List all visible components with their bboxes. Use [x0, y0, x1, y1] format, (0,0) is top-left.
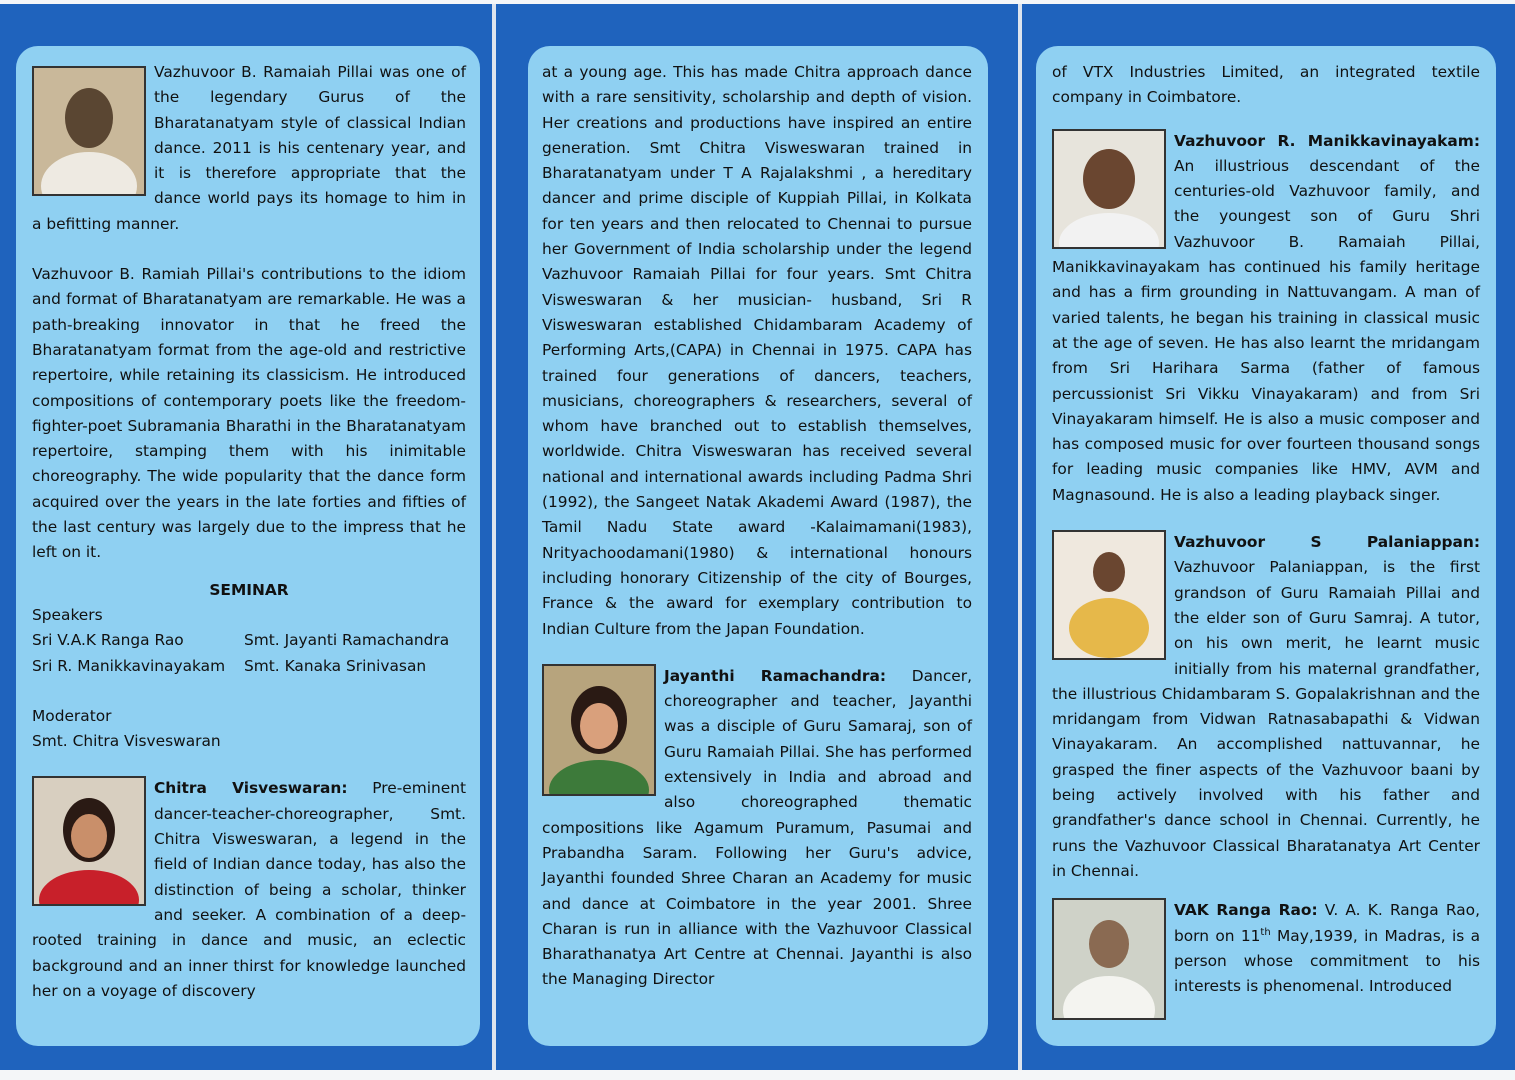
jayanthi-bio-text: Dancer, choreographer and teacher, Jayanthi was a disciple of Guru Samaraj, son of Guru Ramaiah Pillai. She has performed extensively in India and abroad and also choreographed thematic compositions like Agamum Puramum, Pasumai and Prabandha Saram. Following her Guru's advice, Jayanthi founded Shree Charan an Academy for music and dance at Coimbatore in the year 2001. Shree Charan is run in alliance with the Vazhuvoor Classical Bharathanatya Art Centre at Chennai. Jayanthi is also the Managing Director — [542, 666, 972, 989]
fold-line — [1018, 4, 1022, 1070]
vak-bio-text: V. A. K. Ranga Rao, born on 11 — [1174, 901, 1480, 945]
panel-right — [1036, 46, 1496, 1046]
portrait-ramaiah-pillai — [32, 66, 146, 196]
chitra-bio-continued: at a young age. This has made Chitra approach dance with a rare sensitivity, scholarship and depth of vision. Her creations and productions have inspired an entire generation. Smt Chitra Visweswaran trained in Bharatanatyam under T A Rajalakshmi , a hereditary dancer and prime disciple of Kuppiah Pillai, in Kolkata for ten years and then relocated to Chennai to pursue her Government of India scholarship under the legend Vazhuvoor Ramaiah Pillai for four years. Smt Chitra Visweswaran & her musician- husband, Sri R Visweswaran established Chidambaram Academy of Performing Arts,(CAPA) in Chennai in 1975. CAPA has trained four generations of dancers, teachers, musicians, choreographers & researchers, several of whom have branched out to establish themselves, worldwide. Chitra Visweswaran has received several national and international awards including Padma Shri (1992), the Sangeet Natak Akademi Award (1987), the Tamil Nadu State award -Kalaimamani(1983), Nrityachoodamani(1980) & international honours including honorary Citizenship of the city of Bourges, France & the award for exemplary contribution to Indian Culture from the Japan Foundation. — [542, 63, 972, 638]
speaker-name: Sri V.A.K Ranga Rao — [32, 631, 184, 650]
speakers-row — [32, 628, 466, 653]
speaker-name: Sri R. Manikkavinayakam — [32, 656, 226, 675]
ordinal-suffix: th — [1260, 926, 1271, 938]
moderator-name: Smt. Chitra Visveswaran — [32, 732, 221, 751]
speakers-label: Speakers — [32, 605, 103, 624]
intro-paragraph: Vazhuvoor B. Ramaiah Pillai was one of the legendary Gurus of the Bharatanatyam style of classical Indian dance. 2011 is his centenary year, and it is therefore appropriate that the dance world pays its homage to him in a befitting manner. — [32, 63, 466, 233]
chitra-bio-text: Pre-eminent dancer-teacher-choreographer, Smt. Chitra Visweswaran, a legend in the field of Indian dance today, has also the distinction of being a scholar, thinker and seeker. A combination of a deep-rooted training in dance and music, an eclectic background and an inner thirst for knowledge launched her on a voyage of discovery — [32, 779, 466, 1000]
manikkavinayakam-bio-text: An illustrious descendant of the centuries-old Vazhuvoor family, and the youngest son of Guru Shri Vazhuvoor B. Ramaiah Pillai, Manikkavinayakam has continued his family heritage and has a firm grounding in Nattuvangam. A man of varied talents, he began his training in classical music at the age of seven. He has also learnt the mridangam from Sri Harihara Sarma (father of famous percussionist Sri Vikku Vinayakaram) and from Sri Vinayakaram himself. He is also a music composer and has composed music for over fourteen thousand songs for leading music companies like HMV, AVM and Magnasound. He is also a leading playback singer. — [1052, 156, 1480, 504]
panel-middle — [528, 46, 988, 1046]
speakers-row — [32, 654, 466, 679]
speaker-name: Smt. Kanaka Srinivasan — [244, 656, 427, 675]
portrait-jayanthi-ramachandra — [542, 664, 656, 796]
panel-left — [16, 46, 480, 1046]
vak-ranga-rao-name: VAK Ranga Rao: — [1174, 901, 1318, 920]
moderator-label: Moderator — [32, 706, 112, 725]
palaniappan-name: Vazhuvoor S Palaniappan: — [1174, 533, 1480, 552]
contributions-paragraph: Vazhuvoor B. Ramiah Pillai's contributions to the idiom and format of Bharatanatyam are remarkable. He was a path-breaking innovator in that he freed the Bharatanatyam format from the age-old and restrictive repertoire, while retaining its classicism. He introduced compositions of contemporary poets like the freedom-fighter-poet Subramania Bharathi in the Bharatanatyam repertoire, stamping them with his inimitable choreography. The wide popularity that the dance form acquired over the years in the late forties and fifties of the last century was largely due to the impress that he left on it. — [32, 265, 466, 562]
vak-bio-text: May,1939, in Madras, is a person whose commitment to his interests is phenomenal. Introduced — [1174, 926, 1481, 996]
jayanthi-bio-continued: of VTX Industries Limited, an integrated textile company in Coimbatore. — [1052, 63, 1480, 107]
portrait-chitra-visveswaran — [32, 776, 146, 906]
manikkavinayakam-name: Vazhuvoor R. Manikkavinayakam: — [1174, 131, 1480, 150]
portrait-vak-ranga-rao — [1052, 898, 1166, 1020]
portrait-manikkavinayakam — [1052, 129, 1166, 249]
chitra-name: Chitra Visveswaran: — [154, 779, 348, 798]
brochure-sheet — [0, 4, 1515, 1070]
fold-line — [492, 4, 496, 1070]
portrait-palaniappan — [1052, 530, 1166, 660]
palaniappan-bio-text: Vazhuvoor Palaniappan, is the first grandson of Guru Ramaiah Pillai and the elder son of Guru Samraj. A tutor, on his own merit, he learnt music initially from his maternal grandfather, the illustrious Chidambaram S. Gopalakrishnan and the mridangam from Vidwan Ratnasabapathi & Vidwan Vinayakaram. An accomplished nattuvannar, he grasped the finer aspects of the Vazhuvoor baani by being actively involved with his father and grandfather's dance school in Chennai. Currently, he runs the Vazhuvoor Classical Bharatanatya Art Center in Chennai. — [1052, 558, 1480, 880]
speaker-name: Smt. Jayanti Ramachandra — [244, 631, 450, 650]
seminar-heading: SEMINAR — [209, 580, 289, 599]
jayanthi-name: Jayanthi Ramachandra: — [664, 666, 887, 685]
